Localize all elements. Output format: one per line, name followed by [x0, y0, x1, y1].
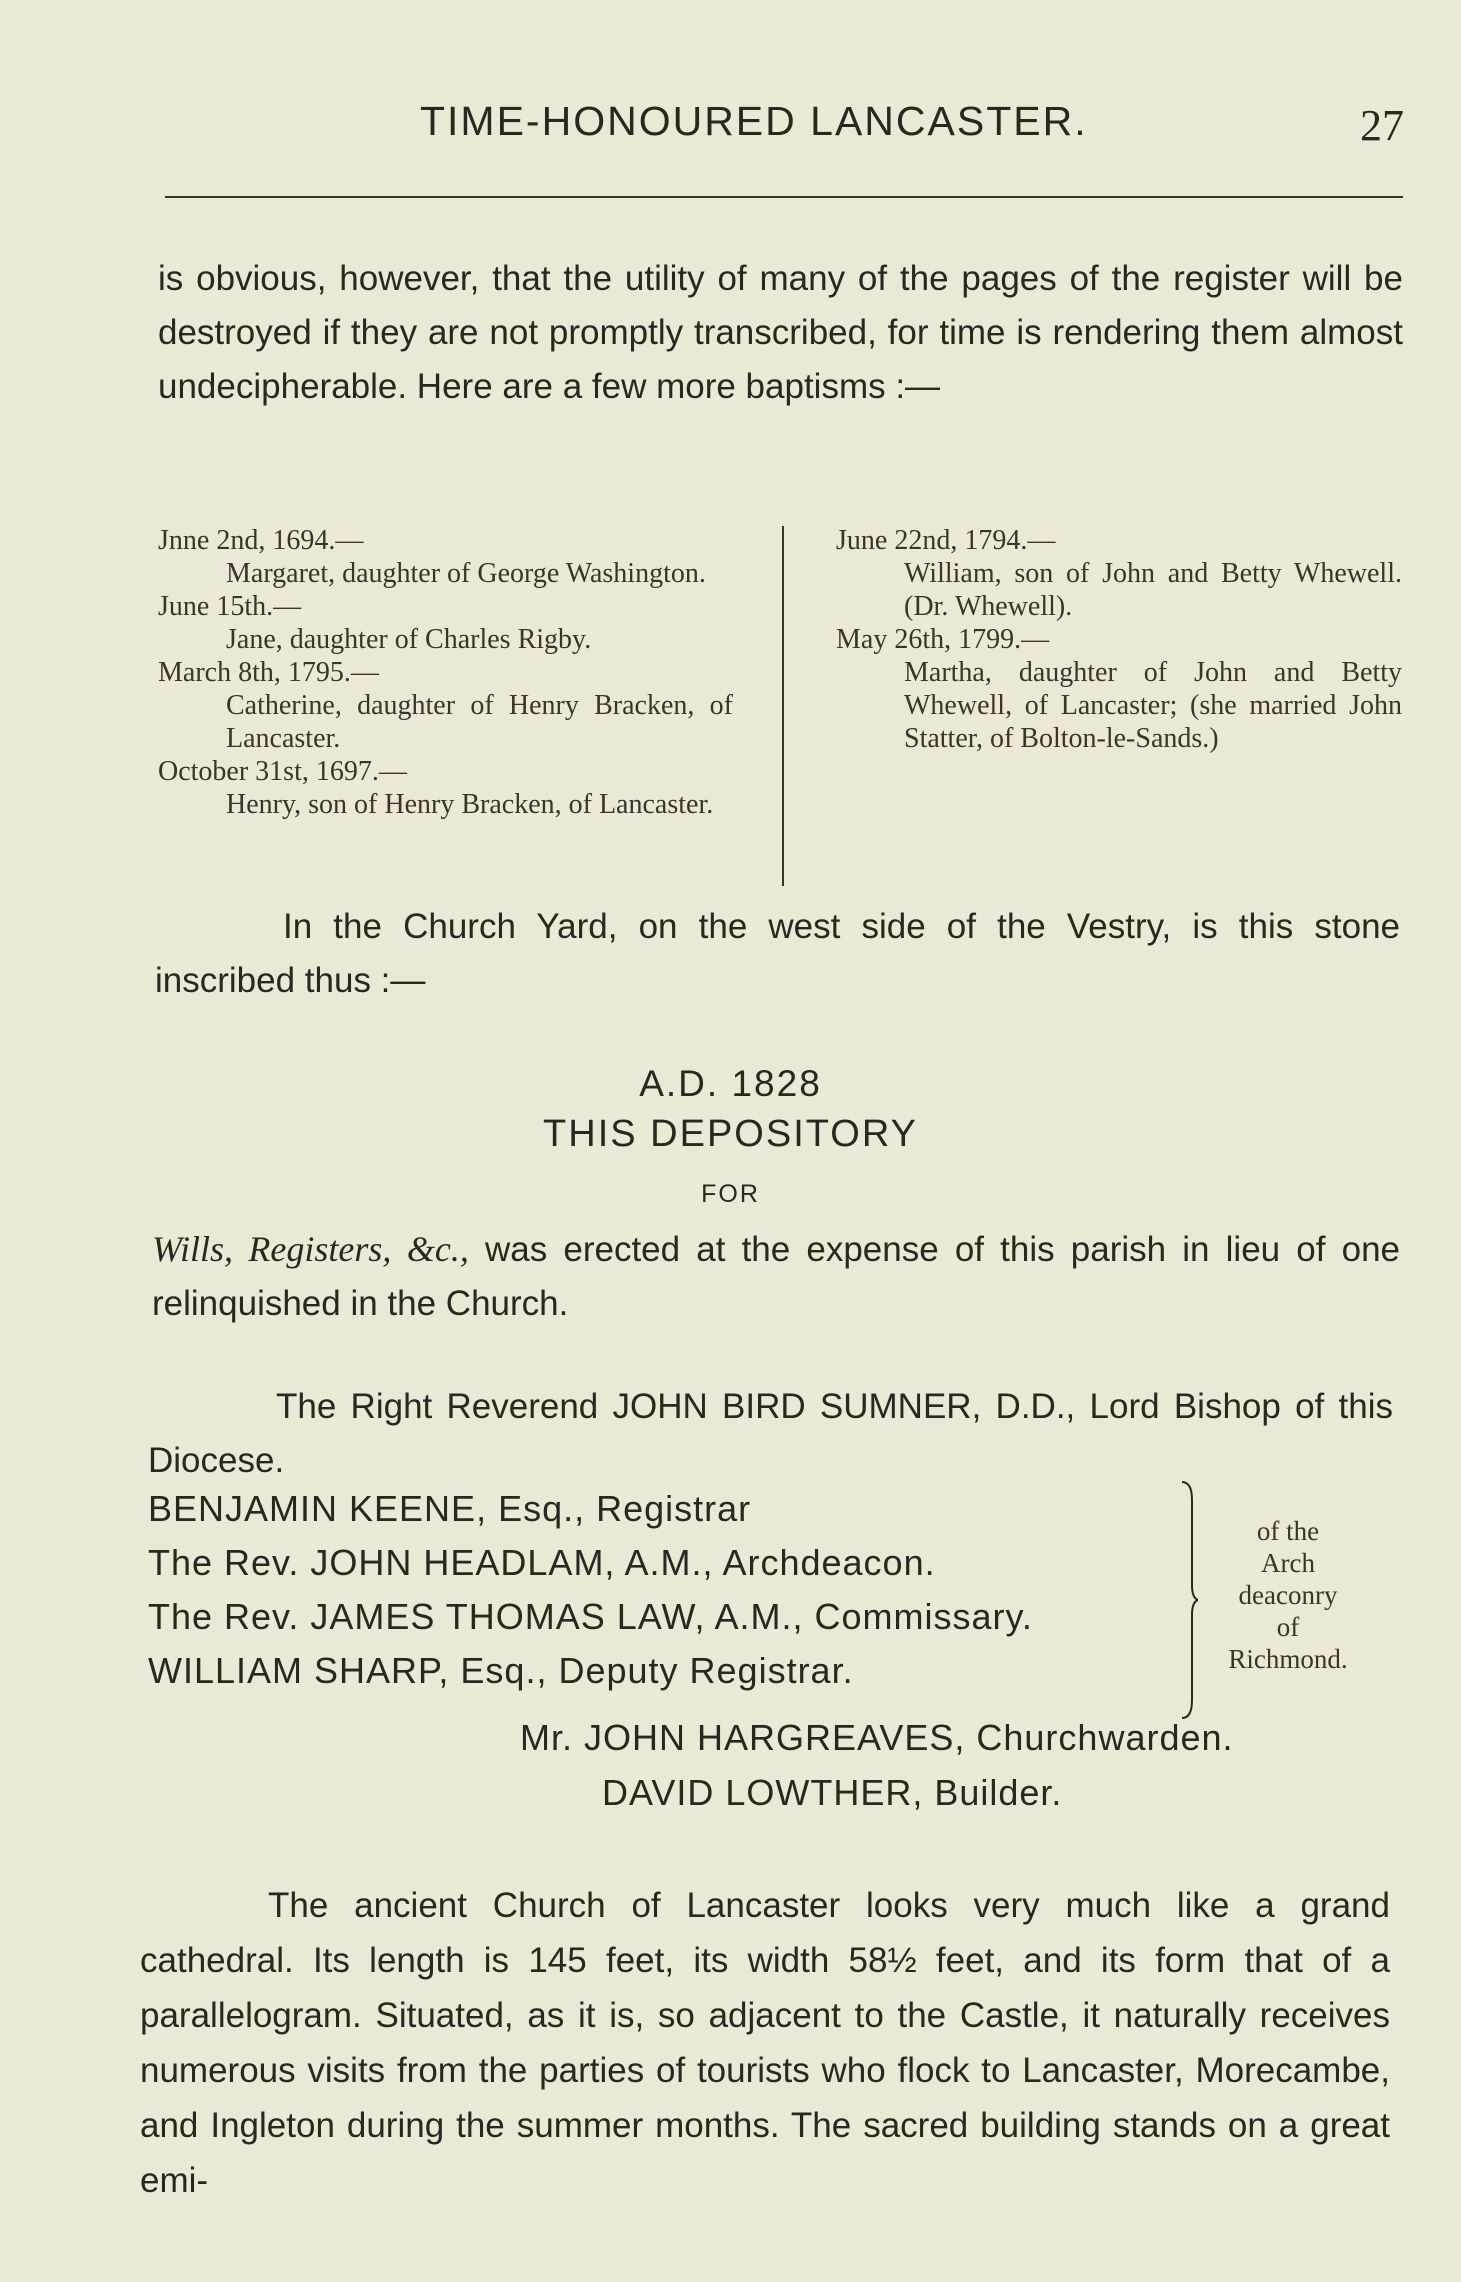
baptisms-left-column	[158, 524, 733, 821]
wills-rest-text: was erected at the expense of this parish in lieu of one relinquished in the Church.	[152, 1230, 1400, 1323]
baptism-date: March 8th, 1795.—	[158, 657, 379, 688]
closing-paragraph: The ancient Church of Lancaster looks very much like a grand cathedral. Its length is 145 feet, its width 58½ feet, and its form that of a parallelogram. Situated, as it is, so adjacent to the Castle, it naturally receives numerous visits from the parties of tourists who flock to Lancaster, Morecambe, and Ingleton during the summer months. The sacred building stands on a great emi-	[140, 1886, 1390, 2200]
right-brace	[1180, 1480, 1198, 1720]
side-note	[1208, 1515, 1368, 1675]
inscription-title: THIS DEPOSITORY	[543, 1113, 918, 1155]
inscription-wills	[152, 1222, 1400, 1331]
inscription-for: FOR	[701, 1180, 760, 1208]
baptism-date: May 26th, 1799.—	[836, 624, 1050, 655]
official-line: The Rev. JAMES THOMAS LAW, A.M., Commissary.	[148, 1596, 1033, 1637]
bishop-line: The Right Reverend JOHN BIRD SUMNER, D.D., Lord Bishop of this Diocese.	[148, 1387, 1393, 1480]
official-line: The Rev. JOHN HEADLAM, A.M., Archdeacon.	[148, 1542, 936, 1583]
baptism-text: Henry, son of Henry Bracken, of Lancaster.	[226, 789, 714, 820]
inscription-date: A.D. 1828	[639, 1063, 822, 1104]
running-head: TIME-HONOURED LANCASTER.	[420, 98, 1088, 144]
baptism-text: Martha, daughter of John and Betty Whewell, of Lancaster; (she married John Statter, of Bolton-le-Sands.)	[904, 657, 1402, 754]
baptism-text: William, son of John and Betty Whewell. (Dr. Whewell).	[904, 558, 1402, 622]
column-divider	[782, 526, 784, 886]
baptism-date: June 22nd, 1794.—	[836, 525, 1056, 556]
baptism-date: Jnne 2nd, 1694.—	[158, 525, 364, 556]
baptism-date: June 15th.—	[158, 591, 302, 622]
header-rule	[165, 196, 1403, 198]
side-note-line: Richmond.	[1228, 1644, 1348, 1674]
official-line: BENJAMIN KEENE, Esq., Registrar	[148, 1488, 752, 1529]
side-note-line: of	[1276, 1612, 1300, 1642]
baptism-text: Margaret, daughter of George Washington.	[226, 558, 706, 589]
baptisms-right-column	[836, 524, 1402, 755]
page-number: 27	[1360, 101, 1404, 150]
baptism-text: Jane, daughter of Charles Rigby.	[226, 624, 592, 655]
builder-line: DAVID LOWTHER, Builder.	[602, 1772, 1063, 1813]
side-note-line: of the	[1256, 1516, 1320, 1546]
baptism-date: October 31st, 1697.—	[158, 756, 407, 787]
churchwarden-line: Mr. JOHN HARGREAVES, Churchwarden.	[520, 1717, 1234, 1758]
baptism-text: Catherine, daughter of Henry Bracken, of Lancaster.	[226, 690, 733, 754]
churchyard-paragraph: In the Church Yard, on the west side of the Vestry, is this stone inscribed thus :—	[155, 907, 1400, 1000]
wills-italic-text: Wills, Registers, &c.,	[152, 1229, 469, 1269]
side-note-line: deaconry	[1238, 1580, 1338, 1610]
side-note-line: Arch	[1261, 1548, 1315, 1578]
intro-paragraph: is obvious, however, that the utility of many of the pages of the register will be destroyed if they are not promptly transcribed, for time is rendering them almost undecipherable. Here are a few more baptisms :—	[158, 259, 1403, 406]
official-line: WILLIAM SHARP, Esq., Deputy Registrar.	[148, 1650, 854, 1691]
